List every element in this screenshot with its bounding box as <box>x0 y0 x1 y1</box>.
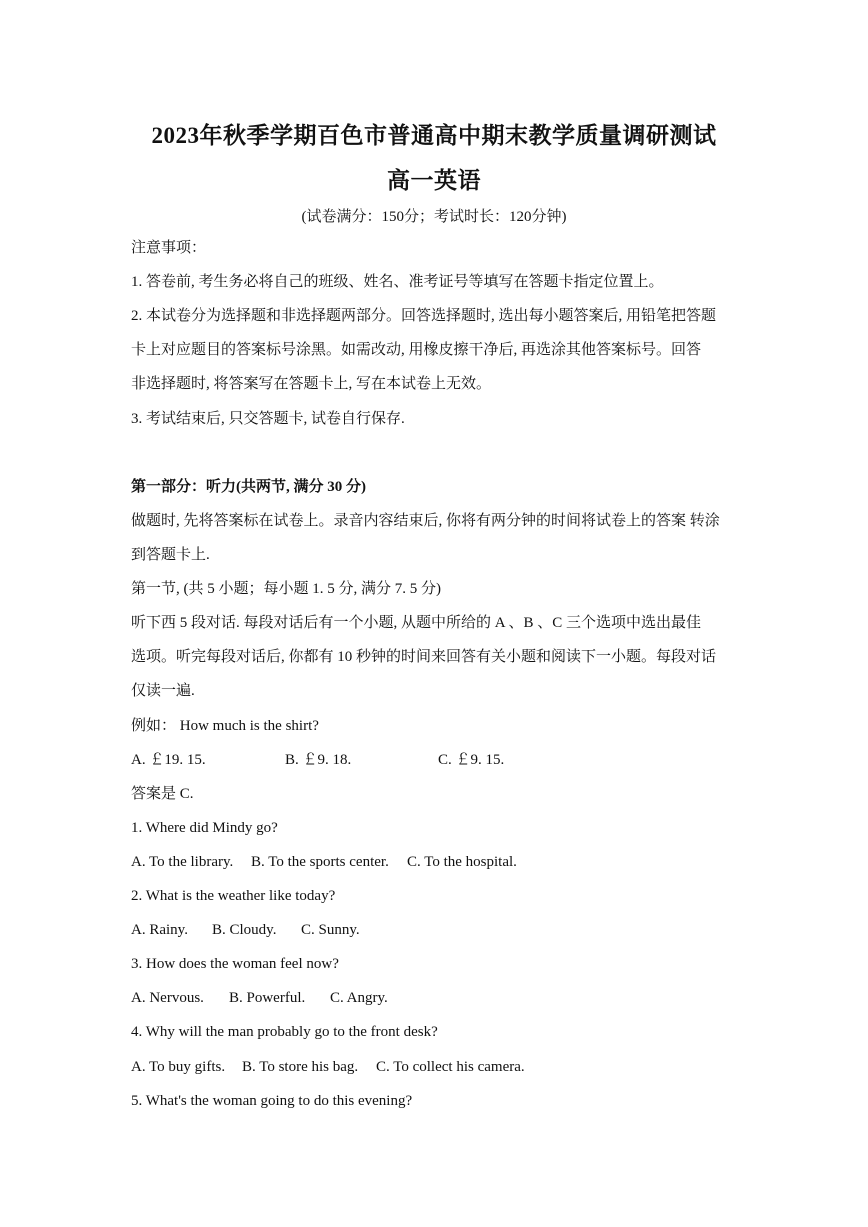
example-option-b: B. ￡9. 18. <box>285 752 352 768</box>
notes-heading: 注意事项： <box>131 240 207 256</box>
example-option-c: C. ￡9. 15. <box>438 752 505 768</box>
notes-item-1: 1. 答卷前, 考生务必将自己的班级、姓名、准考证号等填写在答题卡指定位置上。 <box>131 274 664 290</box>
question-1: 1. Where did Mindy go? <box>131 820 278 836</box>
section1-instruction-line-3: 仅读一遍. <box>131 683 195 699</box>
question-3-option-a: A. Nervous. <box>131 990 204 1006</box>
question-2-option-b: B. Cloudy. <box>212 922 277 938</box>
notes-item-2-line-2: 卡上对应题目的答案标号涂黑。如需改动, 用橡皮擦干净后, 再选涂其他答案标号。回答 <box>131 342 702 358</box>
question-2-option-a: A. Rainy. <box>131 922 188 938</box>
question-3-option-c: C. Angry. <box>330 990 388 1006</box>
question-3: 3. How does the woman feel now? <box>131 956 339 972</box>
question-4-option-b: B. To store his bag. <box>242 1059 359 1075</box>
question-4-option-a: A. To buy gifts. <box>131 1059 226 1075</box>
example-option-a: A. ￡19. 15. <box>131 752 206 768</box>
exam-info: (试卷满分：150分；考试时长：120分钟) <box>301 209 567 225</box>
question-4: 4. Why will the man probably go to the front desk? <box>131 1024 438 1040</box>
notes-item-2-line-1: 2. 本试卷分为选择题和非选择题两部分。回答选择题时, 选出每小题答案后, 用铅笔把答题 <box>131 308 717 324</box>
notes-item-3: 3. 考试结束后, 只交答题卡, 试卷自行保存. <box>131 411 405 427</box>
part1-instruction-line-1: 做题时, 先将答案标在试卷上。录音内容结束后, 你将有两分钟的时间将试卷上的答案 转涂 <box>131 513 720 529</box>
part1-heading: 第一部分：听力(共两节, 满分 30 分) <box>131 479 366 495</box>
question-3-option-b: B. Powerful. <box>229 990 306 1006</box>
question-1-option-a: A. To the library. <box>131 854 234 870</box>
question-2: 2. What is the weather like today? <box>131 888 336 904</box>
notes-item-2-line-3: 非选择题时, 将答案写在答题卡上, 写在本试卷上无效。 <box>131 376 492 392</box>
example-prompt: 例如： How much is the shirt? <box>131 718 319 734</box>
section1-instruction-line-1: 听下西 5 段对话. 每段对话后有一个小题, 从题中所给的 A 、B 、C 三个选项中选出最佳 <box>131 615 702 631</box>
question-1-option-c: C. To the hospital. <box>407 854 517 870</box>
part1-instruction-line-2: 到答题卡上. <box>131 547 210 563</box>
question-2-option-c: C. Sunny. <box>301 922 360 938</box>
exam-subject: 高一英语 <box>387 168 481 193</box>
exam-title: 2023年秋季学期百色市普通高中期末教学质量调研测试 <box>151 123 717 148</box>
question-1-option-b: B. To the sports center. <box>251 854 389 870</box>
question-4-option-c: C. To collect his camera. <box>376 1059 525 1075</box>
section1-instruction-line-2: 选项。听完每段对话后, 你都有 10 秒钟的时间来回答有关小题和阅读下一小题。每段对话 <box>131 649 717 665</box>
section1-heading: 第一节, (共 5 小题；每小题 1. 5 分, 满分 7. 5 分) <box>131 581 441 597</box>
question-5: 5. What's the woman going to do this evening? <box>131 1093 413 1109</box>
example-answer: 答案是 C. <box>131 786 194 802</box>
